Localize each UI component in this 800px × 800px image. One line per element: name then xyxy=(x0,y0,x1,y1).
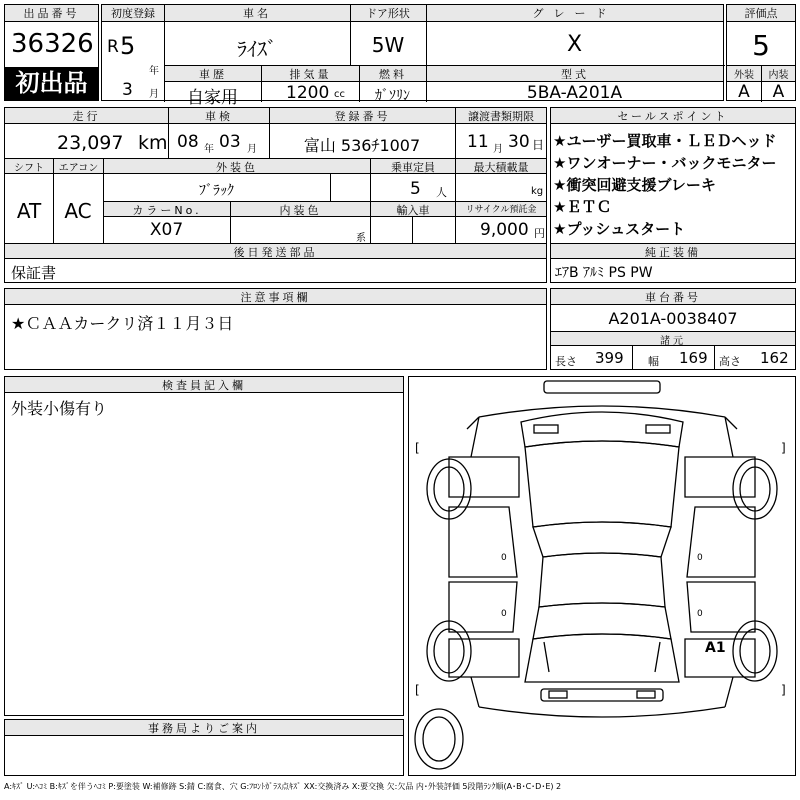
inspection-year-unit: 年 xyxy=(204,144,214,155)
color-no-label: カラーNo. xyxy=(104,202,230,217)
length-value: 399 xyxy=(595,349,624,367)
lot-number: 36326 xyxy=(11,29,94,59)
car-name-label: 車名 xyxy=(164,5,350,22)
office-box xyxy=(4,719,404,776)
load-unit: kg xyxy=(531,186,544,197)
later-parts-value: 保証書 xyxy=(11,264,57,282)
transfer-month: 11 xyxy=(467,132,489,152)
first-reg-era: R xyxy=(107,37,119,57)
inspector-value: 外装小傷有り xyxy=(11,399,108,418)
car-diagram-box xyxy=(408,376,796,776)
displacement-label: 排気量 xyxy=(262,66,359,82)
notes-box xyxy=(4,288,547,370)
door-label: ドア形状 xyxy=(350,5,426,22)
int-score-label: 内装 xyxy=(762,66,795,82)
score-value: 5 xyxy=(752,29,770,62)
history-value: 自家用 xyxy=(187,88,238,108)
notes-label: 注意事項欄 xyxy=(5,289,546,305)
first-listing-badge: 初出品 xyxy=(5,67,98,100)
first-reg-year: 5 xyxy=(120,32,136,60)
model-value: 5BA-A201A xyxy=(526,83,623,103)
door-value: 5W xyxy=(371,33,405,57)
int-score-value: A xyxy=(772,82,785,102)
sales-point-1: ★ユーザー買取車・ＬＥＤヘッド xyxy=(553,132,777,150)
sales-point-2: ★ワンオーナー・バックモニター xyxy=(553,154,777,172)
bracket-right-top: ] xyxy=(781,441,786,455)
dims-label: 諸元 xyxy=(551,332,795,346)
transfer-month-unit: 月 xyxy=(493,144,503,155)
vehicle-info-box xyxy=(101,4,724,108)
displacement-unit: cc xyxy=(334,89,345,100)
sales-point-3: ★衝突回避支援ブレーキ xyxy=(553,176,716,194)
first-reg-month-unit: 月 xyxy=(149,89,159,100)
zero-mark-right-1: 0 xyxy=(697,553,703,563)
score-label: 評価点 xyxy=(727,5,795,22)
first-reg-label: 初度登録 xyxy=(102,5,164,22)
equipment-label: 純正装備 xyxy=(551,244,795,259)
chassis-label: 車台番号 xyxy=(551,289,795,305)
notes-value: ★ＣＡＡカークリ済１１月３日 xyxy=(11,314,234,333)
zero-mark-left-1: 0 xyxy=(501,553,507,563)
width-label: 幅 xyxy=(648,355,659,368)
color-no-value: X07 xyxy=(149,220,184,240)
lot-box xyxy=(4,4,99,101)
grade-value: X xyxy=(566,32,583,57)
fuel-label: 燃料 xyxy=(360,66,426,82)
import-label: 輸入車 xyxy=(371,202,455,217)
recycle-label: リサイクル預託金 xyxy=(456,202,546,217)
transfer-day: 30 xyxy=(508,132,530,152)
capacity-value: 5 xyxy=(410,179,421,199)
chassis-box xyxy=(550,288,796,370)
first-reg-year-unit: 年 xyxy=(149,66,159,77)
ext-score-value: A xyxy=(738,82,750,102)
score-box xyxy=(726,4,796,101)
zero-mark-left-2: 0 xyxy=(501,609,507,619)
recycle-unit: 円 xyxy=(534,227,545,240)
ac-label: エアコン xyxy=(54,159,103,174)
sales-points-box xyxy=(550,107,796,283)
lot-label: 出品番号 xyxy=(5,5,98,22)
length-label: 長さ xyxy=(555,355,577,368)
office-label: 事務局よりご案内 xyxy=(5,720,403,736)
inspection-month-unit: 月 xyxy=(247,144,257,155)
ext-color-label: 外装色 xyxy=(104,159,370,174)
later-parts-label: 後日発送部品 xyxy=(5,244,546,259)
transfer-label: 譲渡書類期限 xyxy=(456,108,546,124)
recycle-value: 9,000 xyxy=(480,220,529,240)
mileage-unit: km xyxy=(138,132,168,154)
inspector-box xyxy=(4,376,404,716)
load-label: 最大積載量 xyxy=(456,159,546,174)
shift-value: AT xyxy=(16,199,42,223)
plate-label: 登録番号 xyxy=(270,108,455,124)
model-label: 型式 xyxy=(427,66,723,82)
history-label: 車歴 xyxy=(165,66,261,82)
inspection-year: 08 xyxy=(177,132,199,152)
sales-points-label: セールスポイント xyxy=(551,108,795,124)
fuel-value: ｶﾞｿﾘﾝ xyxy=(375,88,410,104)
legend-text: A:ｷｽﾞ U:ﾍｺﾐ B:ｷｽﾞを伴うﾍｺﾐ P:要塗装 W:補修跡 S:錆 C:腐食、穴 G:ﾌﾛﾝﾄｶﾞﾗｽ点ｷｽﾞ XX:交換済み X:要交換 欠:欠品 内･外装評価 5段階ﾗﾝｸ順(A･B･C･D･E) 2 xyxy=(4,782,562,791)
int-color-unit: 系 xyxy=(356,233,366,244)
bracket-right-bottom: ] xyxy=(781,683,786,697)
ext-color-value: ﾌﾞﾗｯｸ xyxy=(199,183,234,199)
car-diagram xyxy=(409,377,795,775)
bracket-left-bottom: [ xyxy=(415,683,420,697)
height-value: 162 xyxy=(760,349,789,367)
grade-label: グレード xyxy=(426,5,723,22)
ac-value: AC xyxy=(64,199,92,223)
int-color-label: 内装色 xyxy=(231,202,370,217)
inspection-month: 03 xyxy=(219,132,241,152)
inspector-label: 検査員記入欄 xyxy=(5,377,403,393)
bracket-left-top: [ xyxy=(415,441,420,455)
transfer-day-unit: 日 xyxy=(532,138,545,152)
capacity-label: 乗車定員 xyxy=(371,159,455,174)
width-value: 169 xyxy=(679,349,708,367)
mileage-value: 23,097 xyxy=(57,132,124,154)
first-reg-month: 3 xyxy=(122,80,133,100)
capacity-unit: 人 xyxy=(436,186,447,199)
damage-mark-a1: A1 xyxy=(705,640,726,656)
chassis-value: A201A-0038407 xyxy=(608,309,738,328)
plate-value: 富山 536ﾁ1007 xyxy=(303,136,421,155)
mileage-label: 走行 xyxy=(5,108,168,124)
equipment-value: ｴｱB ｱﾙﾐ PS PW xyxy=(555,265,653,281)
sales-point-4: ★ＥＴＣ xyxy=(553,198,612,216)
inspection-label: 車検 xyxy=(169,108,269,124)
ext-score-label: 外装 xyxy=(727,66,761,82)
car-name-value: ﾗｲｽﾞ xyxy=(237,37,277,61)
height-label: 高さ xyxy=(719,355,741,368)
zero-mark-right-2: 0 xyxy=(697,609,703,619)
sales-point-5: ★プッシュスタート xyxy=(553,220,686,238)
shift-label: シフト xyxy=(5,159,53,174)
details-box xyxy=(4,107,547,283)
displacement-value: 1200 xyxy=(286,83,330,103)
